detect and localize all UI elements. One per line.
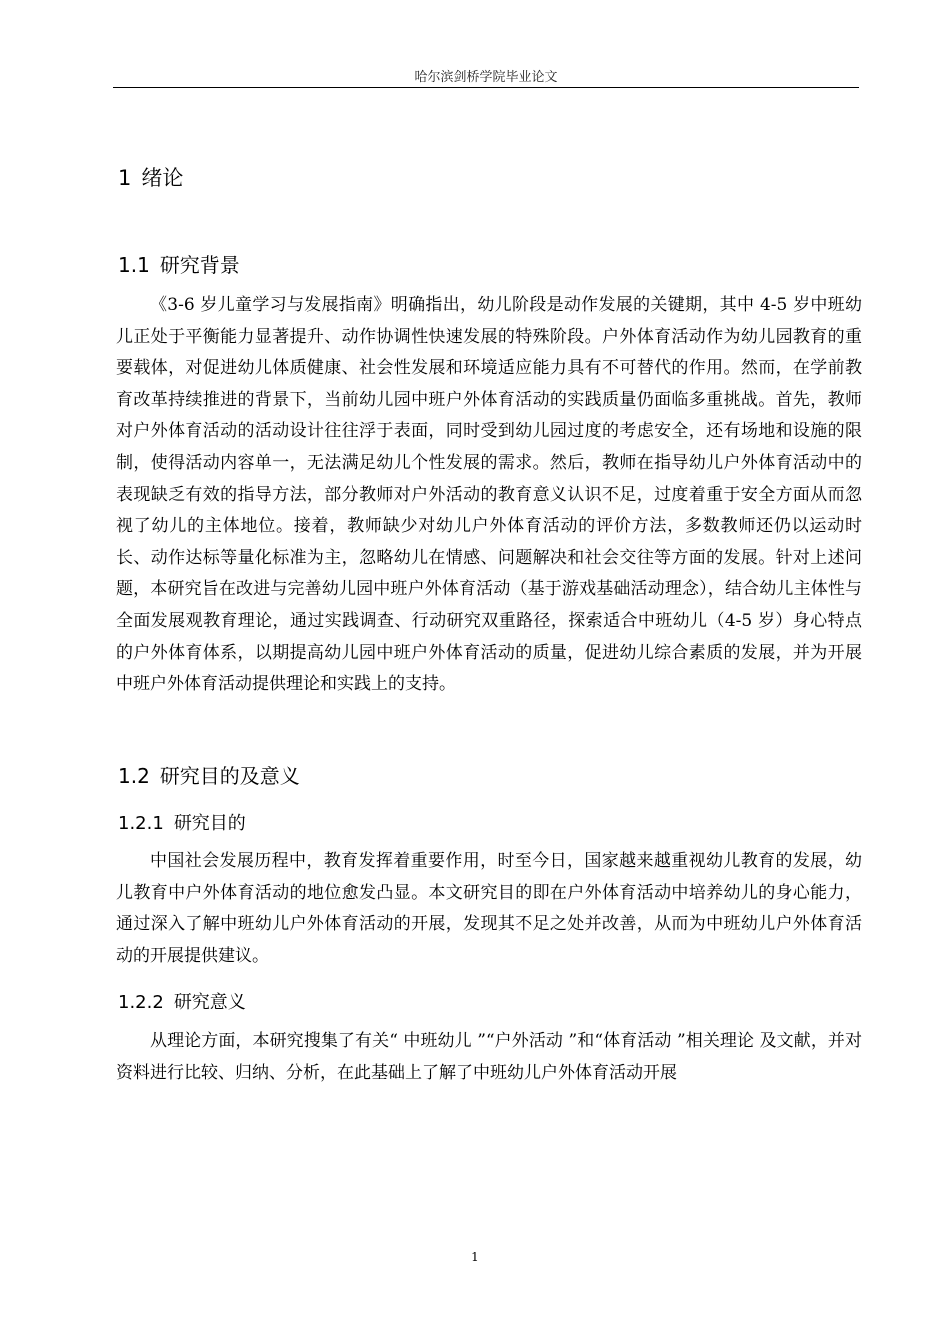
subsection-title: 研究意义 bbox=[173, 992, 246, 1013]
subsection-number: 1.2.2 bbox=[118, 992, 164, 1013]
paragraph-significance: 从理论方面，本研究搜集了有关“ 中班幼儿 ”“户外活动 ”和“体育活动 ”相关理论 及文献，并对资料进行比较、归纳、分析，在此基础上了解了中班幼儿户外体育活动开展 bbox=[116, 1031, 862, 1083]
section-title: 研究目的及意义 bbox=[159, 764, 300, 788]
section-heading-1-2 bbox=[118, 760, 300, 789]
subsection-heading-1-2-2 bbox=[118, 988, 246, 1014]
paragraph-purpose: 中国社会发展历程中，教育发挥着重要作用，时至今日，国家越来越重视幼儿教育的发展，幼儿教育中户外体育活动的地位愈发凸显。本文研究目的即在户外体育活动中培养幼儿的身心能力，通过深入了解中班幼儿户外体育活动的开展，发现其不足之处并改善，从而为中班幼儿户外体育活动的开展提供建议。 bbox=[116, 851, 862, 966]
section-number: 1.2 bbox=[118, 764, 150, 788]
section-heading-1-1 bbox=[118, 249, 240, 278]
section-title: 研究背景 bbox=[159, 253, 240, 277]
paragraph-background: 《3-6 岁儿童学习与发展指南》明确指出，幼儿阶段是动作发展的关键期，其中 4-5 岁中班幼儿正处于平衡能力显著提升、动作协调性快速发展的特殊阶段。户外体育活动作为幼儿园教育的重要载体，对促进幼儿体质健康、社会性发展和环境适应能力具有不可替代的作用。然而，在学前教育改革持续推进的背景下，当前幼儿园中班户外体育活动的实践质量仍面临多重挑战。首先，教师对户外体育活动的活动设计往往浮于表面，同时受到幼儿园过度的考虑安全，还有场地和设施的限制，使得活动内容单一，无法满足幼儿个性发展的需求。然后，教师在指导幼儿户外体育活动中的表现缺乏有效的指导方法，部分教师对户外活动的教育意义认识不足，过度着重于安全方面从而忽视了幼儿的主体地位。接着，教师缺少对幼儿户外体育活动的评价方法，多数教师还仍以运动时长、动作达标等量化标准为主，忽略幼儿在情感、问题解决和社会交往等方面的发展。针对上述问题，本研究旨在改进与完善幼儿园中班户外体育活动（基于游戏基础活动理念），结合幼儿主体性与全面发展观教育理论，通过实践调查、行动研究双重路径，探索适合中班幼儿（4-5 岁）身心特点的户外体育体系，以期提高幼儿园中班户外体育活动的质量，促进幼儿综合素质的发展，并为开展中班户外体育活动提供理论和实践上的支持。 bbox=[116, 295, 862, 695]
header-rule bbox=[113, 87, 859, 88]
running-header: 哈尔滨剑桥学院毕业论文 bbox=[414, 70, 558, 85]
page-number: 1 bbox=[471, 1250, 479, 1264]
subsection-number: 1.2.1 bbox=[118, 813, 164, 834]
chapter-heading bbox=[118, 162, 183, 192]
subsection-heading-1-2-1 bbox=[118, 809, 246, 835]
chapter-title: 绪论 bbox=[141, 166, 184, 190]
subsection-title: 研究目的 bbox=[173, 813, 246, 834]
chapter-number: 1 bbox=[118, 166, 132, 190]
section-number: 1.1 bbox=[118, 253, 150, 277]
